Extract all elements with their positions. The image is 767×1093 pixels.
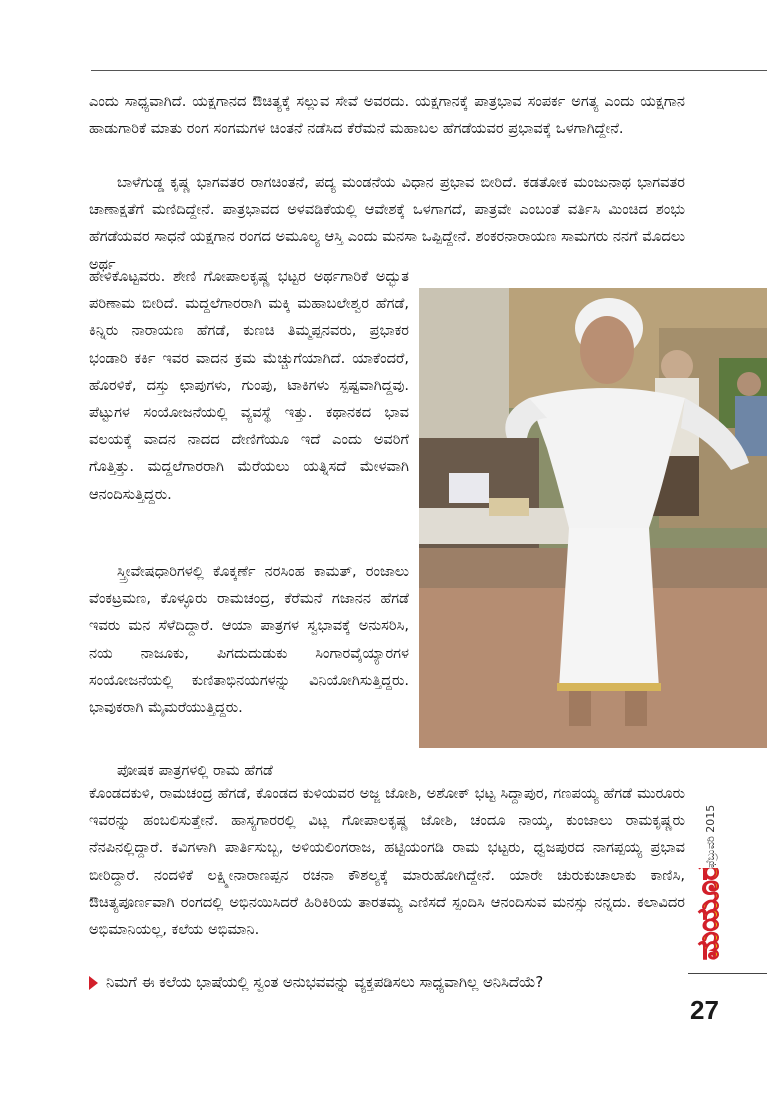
paragraph-2: ಬಾಳೆಗುಡ್ಡ ಕೃಷ್ಣ ಭಾಗವತರ ರಾಗಚಿಂತನೆ, ಪದ್ಯ ಮಂಡನೆಯ ವಿಧಾನ ಪ್ರಭಾವ ಬೀರಿದೆ. ಕಡತೋಕ ಮಂಜುನಾಥ ಭಾಗವತರ ಚಾಣಾಕ್ಷತೆಗೆ ಮಣಿದಿದ್ದೇನೆ. ಪಾತ್ರಭಾವದ ಅಳವಡಿಕೆಯಲ್ಲಿ ಆವೇಶಕ್ಕೆ ಒಳಗಾಗದೆ, ಪಾತ್ರವೇ ಎಂಬಂತೆ ವರ್ತಿಸಿ ಮಿಂಚಿದ ಶಂಭು ಹೆಗಡೆಯವರ ಸಾಧನೆ ಯಕ್ಷಗಾನ ರಂಗದ ಅಮೂಲ್ಯ ಆಸ್ತಿ ಎಂದು ಮನಸಾ ಒಪ್ಪಿದ್ದೇನೆ. ಶಂಕರನಾರಾಯಣ ಸಾಮಗರು ನನಗೆ ಮೊದಲು ಅರ್ಥ	[89, 174, 685, 273]
performer-photo	[419, 288, 767, 748]
paragraph-3: ಹೇಳಿಕೊಟ್ಟವರು. ಶೇಣಿ ಗೋಪಾಲಕೃಷ್ಣ ಭಟ್ಟರ ಅರ್ಥಗಾರಿಕೆ ಅದ್ಭುತ ಪರಿಣಾಮ ಬೀರಿದೆ. ಮದ್ದಲೆಗಾರರಾಗಿ ಮಕ್ಕಿ ಮಹಾಬಲೇಶ್ವರ ಹೆಗಡೆ, ಕಿನ್ನಿರು ನಾರಾಯಣ ಹೆಗಡೆ, ಕುಣಚಿ ತಿಮ್ಮಪ್ಪನವರು, ಪ್ರಭಾಕರ ಭಂಡಾರಿ ಕರ್ಕಿ ಇವರ ವಾದನ ಕ್ರಮ ಮೆಚ್ಚುಗೆಯಾಗಿದೆ. ಯಾಕೆಂದರೆ, ಹೊರಳಿಕೆ, ದಸ್ತು ಛಾಪುಗಳು, ಗುಂಪು, ಟಾಕಿಗಳು ಸ್ಪಷ್ಟವಾಗಿದ್ದವು. ಪೆಟ್ಟುಗಳ ಸಂಯೋಜನೆಯಲ್ಲಿ ವ್ಯವಸ್ಥೆ ಇತ್ತು. ಕಥಾನಕದ ಭಾವ ವಲಯಕ್ಕೆ ವಾದನ ನಾದದ ದೇಣಿಗೆಯೂ ಇದೆ ಎಂದು ಅವರಿಗೆ ಗೊತ್ತಿತ್ತು. ಮದ್ದಲೆಗಾರರಾಗಿ ಮೆರೆಯಲು ಯತ್ನಿಸದೆ ಮೇಳವಾಗಿ ಆನಂದಿಸುತ್ತಿದ್ದರು.	[89, 268, 409, 503]
triangle-bullet-icon	[89, 976, 98, 990]
page-number: 27	[690, 995, 719, 1025]
paragraph-5: ಪೋಷಕ ಪಾತ್ರಗಳಲ್ಲಿ ರಾಮ ಹೆಗಡೆ	[117, 762, 273, 779]
header-rule	[91, 70, 767, 71]
paragraph-4: ಸ್ತ್ರೀವೇಷಧಾರಿಗಳಲ್ಲಿ ಕೊಕ್ಕರ್ಣೆ ನರಸಿಂಹ ಕಾಮತ್, ರಂಜಾಲು ವೆಂಕಟ್ರಮಣ, ಕೊಳ್ಳೂರು ರಾಮಚಂದ್ರ, ಕೆರೆಮನೆ ಗಜಾನನ ಹೆಗಡೆ ಇವರು ಮನ ಸೆಳೆದಿದ್ದಾರೆ. ಆಯಾ ಪಾತ್ರಗಳ ಸ್ವಭಾವಕ್ಕೆ ಅನುಸರಿಸಿ, ನಯ ನಾಜೂಕು, ಪಿಗದುದುಡುಕು ಸಿಂಗಾರವೈಯ್ಯಾರಗಳ ಸಂಯೋಜನೆಯಲ್ಲಿ ಕುಣಿತಾಭಿನಯಗಳನ್ನು ವಿನಿಯೋಗಿಸುತ್ತಿದ್ದರು. ಭಾವುಕರಾಗಿ ಮೈಮರೆಯುತ್ತಿದ್ದರು.	[89, 563, 409, 717]
footer-rule	[688, 973, 767, 974]
question-text: ನಿಮಗೆ ಈ ಕಲೆಯ ಭಾಷೆಯಲ್ಲಿ ಸ್ವಂತ ಅನುಭವವನ್ನು ವ್ಯಕ್ತಪಡಿಸಲು ಸಾಧ್ಯವಾಗಿಲ್ಲ ಅನಿಸಿದೆಯೆ?	[106, 974, 544, 991]
magazine-logo-text: ಮಯೂರ	[691, 868, 726, 960]
paragraph-1: ಎಂದು ಸಾಧ್ಯವಾಗಿದೆ. ಯಕ್ಷಗಾನದ ಔಚಿತ್ಯಕ್ಕೆ ಸಲ್ಲುವ ಸೇವೆ ಅವರದು. ಯಕ್ಷಗಾನಕ್ಕೆ ಪಾತ್ರಭಾವ ಸಂಪರ್ಕ ಅಗತ್ಯ ಎಂದು ಯಕ್ಷಗಾನ ಹಾಡುಗಾರಿಕೆ ಮಾತು ರಂಗ ಸಂಗಮಗಳ ಚಿಂತನೆ ನಡೆಸಿದ ಕೆರೆಮನೆ ಮಹಾಬಲ ಹೆಗಡೆಯವರ ಪ್ರಭಾವಕ್ಕೆ ಒಳಗಾಗಿದ್ದೇನೆ.	[89, 93, 685, 138]
paragraph-6: ಕೊಂಡದಕುಳಿ, ರಾಮಚಂದ್ರ ಹೆಗಡೆ, ಕೊಂಡದ ಕುಳಿಯವರ ಅಜ್ಜ ಜೋಶಿ, ಅಶೋಕ್ ಭಟ್ಟ ಸಿದ್ದಾಪುರ, ಗಣಪಯ್ಯ ಹೆಗಡೆ ಮುರೂರು ಇವರನ್ನು ಹಂಬಲಿಸುತ್ತೇನೆ. ಹಾಸ್ಯಗಾರರಲ್ಲಿ ವಿಟ್ಲ ಗೋಪಾಲಕೃಷ್ಣ ಜೋಶಿ, ಚಂದೂ ನಾಯ್ಕ, ಕುಂಜಾಲು ರಾಮಕೃಷ್ಣರು ನೆನಪಿನಲ್ಲಿದ್ದಾರೆ. ಕವಿಗಳಾಗಿ ಪಾರ್ತಿಸುಬ್ಬ, ಅಳಿಯಲಿಂಗರಾಜ, ಹಟ್ಟಿಯಂಗಡಿ ರಾಮ ಭಟ್ಟರು, ಧ್ವಜಪುರದ ನಾಗಪ್ಪಯ್ಯ ಪ್ರಭಾವ ಬೀರಿದ್ದಾರೆ. ನಂದಳಿಕೆ ಲಕ್ಷ್ಮೀನಾರಾಣಪ್ಪನ ರಚನಾ ಕೌಶಲ್ಯಕ್ಕೆ ಮಾರುಹೋಗಿದ್ದೇನೆ. ಯಾರೇ ಚುರುಕುಚಾಲಾಕು ಕಾಣಿಸಿ, ಔಚಿತ್ಯಪೂರ್ಣವಾಗಿ ರಂಗದಲ್ಲಿ ಅಭಿನಯಿಸಿದರೆ ಹಿರಿಕಿರಿಯ ತಾರತಮ್ಯ ಎಣಿಸದೆ ಸ್ಪಂದಿಸಿ ಆನಂದಿಸುವ ಮನಸ್ಸು ನನ್ನದು. ಕಲಾವಿದರ ಅಭಿಮಾನಿಯಲ್ಲ, ಕಲೆಯ ಅಭಿಮಾನಿ.	[89, 785, 685, 939]
magazine-logo	[686, 868, 726, 964]
issue-date: ಫೆಬ್ರುವರಿ 2015	[704, 804, 717, 868]
pull-question	[89, 972, 689, 994]
